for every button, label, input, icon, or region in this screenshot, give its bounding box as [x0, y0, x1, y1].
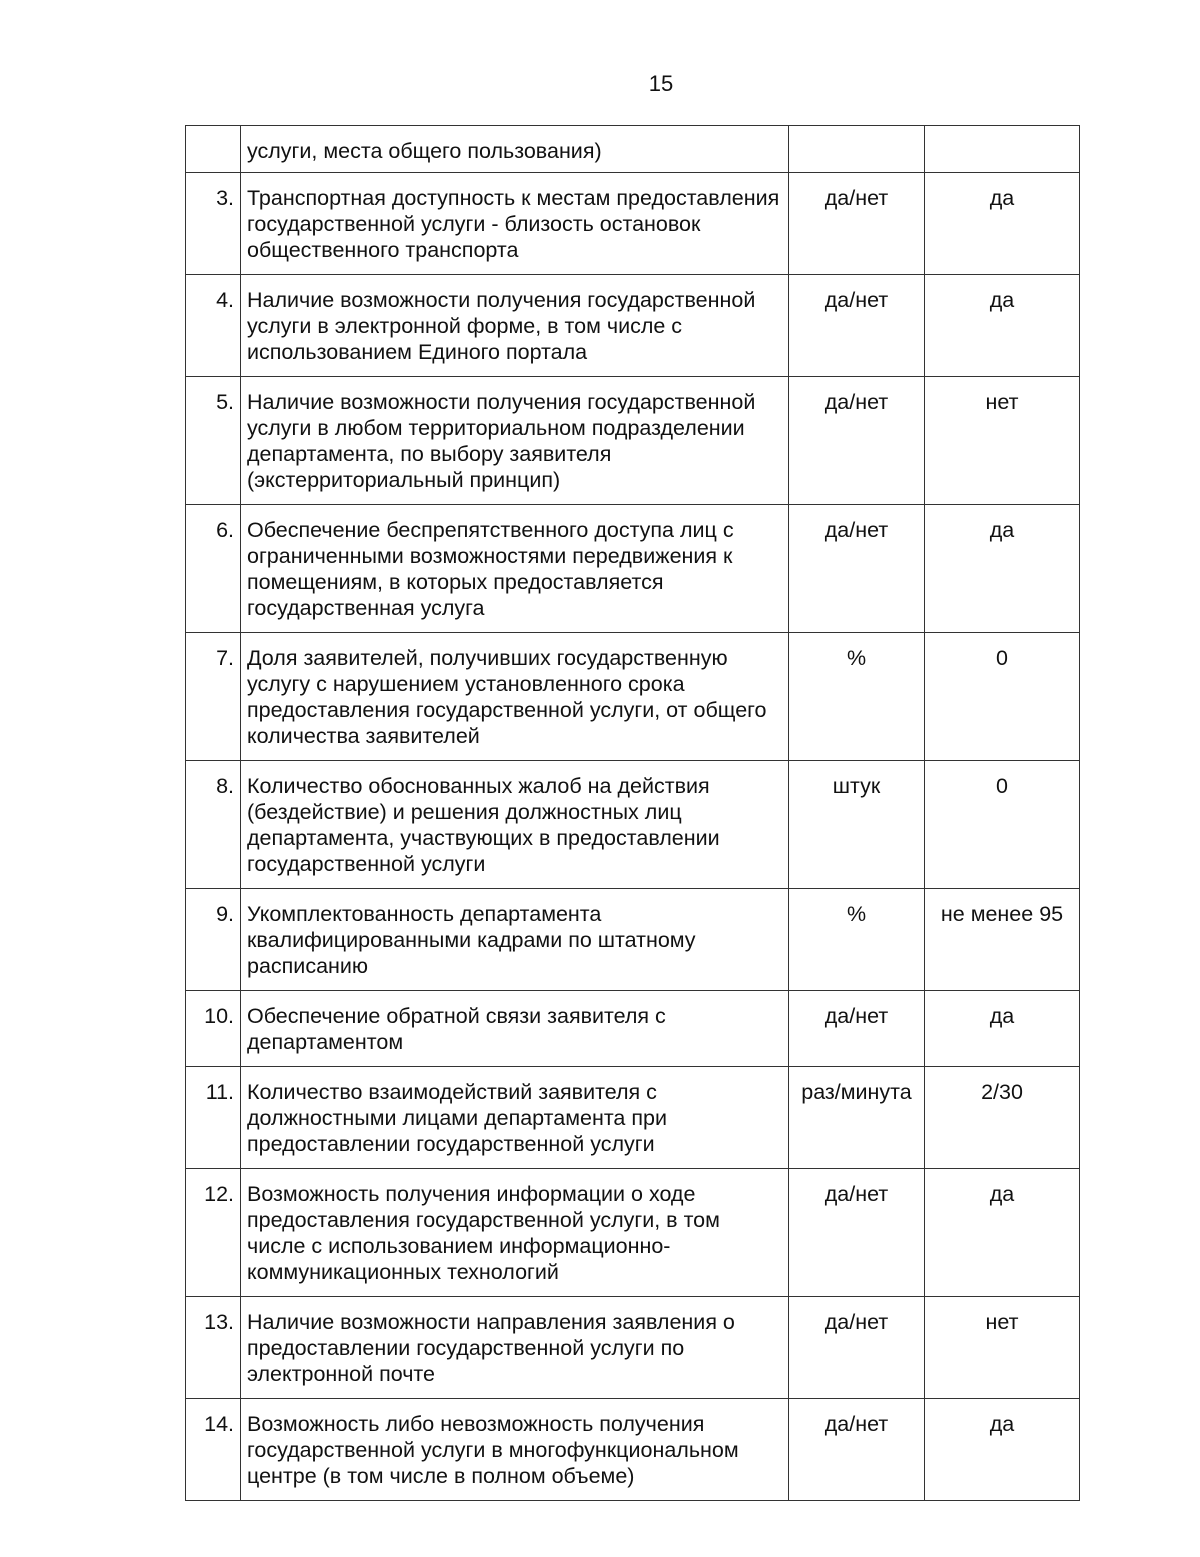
unit-cell: да/нет: [789, 377, 925, 505]
row-number: 3.: [186, 173, 241, 275]
indicator-text: Возможность либо невозможность получения государственной услуги в многофункциональном центре (в том числе в полном объеме): [241, 1399, 789, 1501]
value-cell: [925, 126, 1080, 173]
table-row: [186, 275, 1080, 377]
value-cell: да: [925, 505, 1080, 633]
row-number: 9.: [186, 889, 241, 991]
value-cell: да: [925, 1169, 1080, 1297]
indicator-text: Наличие возможности получения государственной услуги в электронной форме, в том числе с использованием Единого портала: [241, 275, 789, 377]
row-number: 6.: [186, 505, 241, 633]
value-cell: 0: [925, 633, 1080, 761]
unit-cell: [789, 126, 925, 173]
row-number: 12.: [186, 1169, 241, 1297]
row-number: 10.: [186, 991, 241, 1067]
indicator-text: Обеспечение обратной связи заявителя с департаментом: [241, 991, 789, 1067]
value-cell: да: [925, 1399, 1080, 1501]
row-number: 5.: [186, 377, 241, 505]
indicator-text: Доля заявителей, получивших государственную услугу с нарушением установленного срока предоставления государственной услуги, от общего количества заявителей: [241, 633, 789, 761]
value-cell: да: [925, 173, 1080, 275]
table-row: [186, 1399, 1080, 1501]
unit-cell: %: [789, 889, 925, 991]
table-row: [186, 173, 1080, 275]
indicator-text: Возможность получения информации о ходе предоставления государственной услуги, в том числе с использованием информационно-коммуникационных технологий: [241, 1169, 789, 1297]
indicator-text: Обеспечение беспрепятственного доступа лиц с ограниченными возможностями передвижения к помещениям, в которых предоставляется государственная услуга: [241, 505, 789, 633]
row-number: 8.: [186, 761, 241, 889]
indicator-text: Укомплектованность департамента квалифицированными кадрами по штатному расписанию: [241, 889, 789, 991]
unit-cell: да/нет: [789, 1297, 925, 1399]
table-row: [186, 126, 1080, 173]
indicator-text: Количество взаимодействий заявителя с должностными лицами департамента при предоставлении государственной услуги: [241, 1067, 789, 1169]
table-row: [186, 889, 1080, 991]
table-row: [186, 1297, 1080, 1399]
page-number: 15: [648, 71, 674, 96]
row-number: 4.: [186, 275, 241, 377]
unit-cell: да/нет: [789, 173, 925, 275]
table-row: [186, 633, 1080, 761]
indicator-text: Количество обоснованных жалоб на действия (бездействие) и решения должностных лиц департамента, участвующих в предоставлении государственной услуги: [241, 761, 789, 889]
table-row: [186, 377, 1080, 505]
row-number: 11.: [186, 1067, 241, 1169]
value-cell: не менее 95: [925, 889, 1080, 991]
unit-cell: да/нет: [789, 1169, 925, 1297]
indicator-text: Наличие возможности получения государственной услуги в любом территориальном подразделении департамента, по выбору заявителя (экстерриториальный принцип): [241, 377, 789, 505]
value-cell: 2/30: [925, 1067, 1080, 1169]
value-cell: 0: [925, 761, 1080, 889]
indicator-text: услуги, места общего пользования): [241, 126, 789, 173]
table-row: [186, 1067, 1080, 1169]
row-number: 7.: [186, 633, 241, 761]
row-number: 13.: [186, 1297, 241, 1399]
unit-cell: %: [789, 633, 925, 761]
table-row: [186, 991, 1080, 1067]
table-row: [186, 505, 1080, 633]
value-cell: нет: [925, 377, 1080, 505]
value-cell: да: [925, 991, 1080, 1067]
value-cell: нет: [925, 1297, 1080, 1399]
unit-cell: да/нет: [789, 275, 925, 377]
unit-cell: раз/минута: [789, 1067, 925, 1169]
row-number: 14.: [186, 1399, 241, 1501]
unit-cell: да/нет: [789, 505, 925, 633]
indicator-text: Наличие возможности направления заявления о предоставлении государственной услуги по электронной почте: [241, 1297, 789, 1399]
unit-cell: да/нет: [789, 991, 925, 1067]
value-cell: да: [925, 275, 1080, 377]
table-row: [186, 1169, 1080, 1297]
row-number: [186, 126, 241, 173]
unit-cell: да/нет: [789, 1399, 925, 1501]
unit-cell: штук: [789, 761, 925, 889]
table-row: [186, 761, 1080, 889]
indicators-table: [185, 125, 1080, 1501]
indicator-text: Транспортная доступность к местам предоставления государственной услуги - близость остановок общественного транспорта: [241, 173, 789, 275]
